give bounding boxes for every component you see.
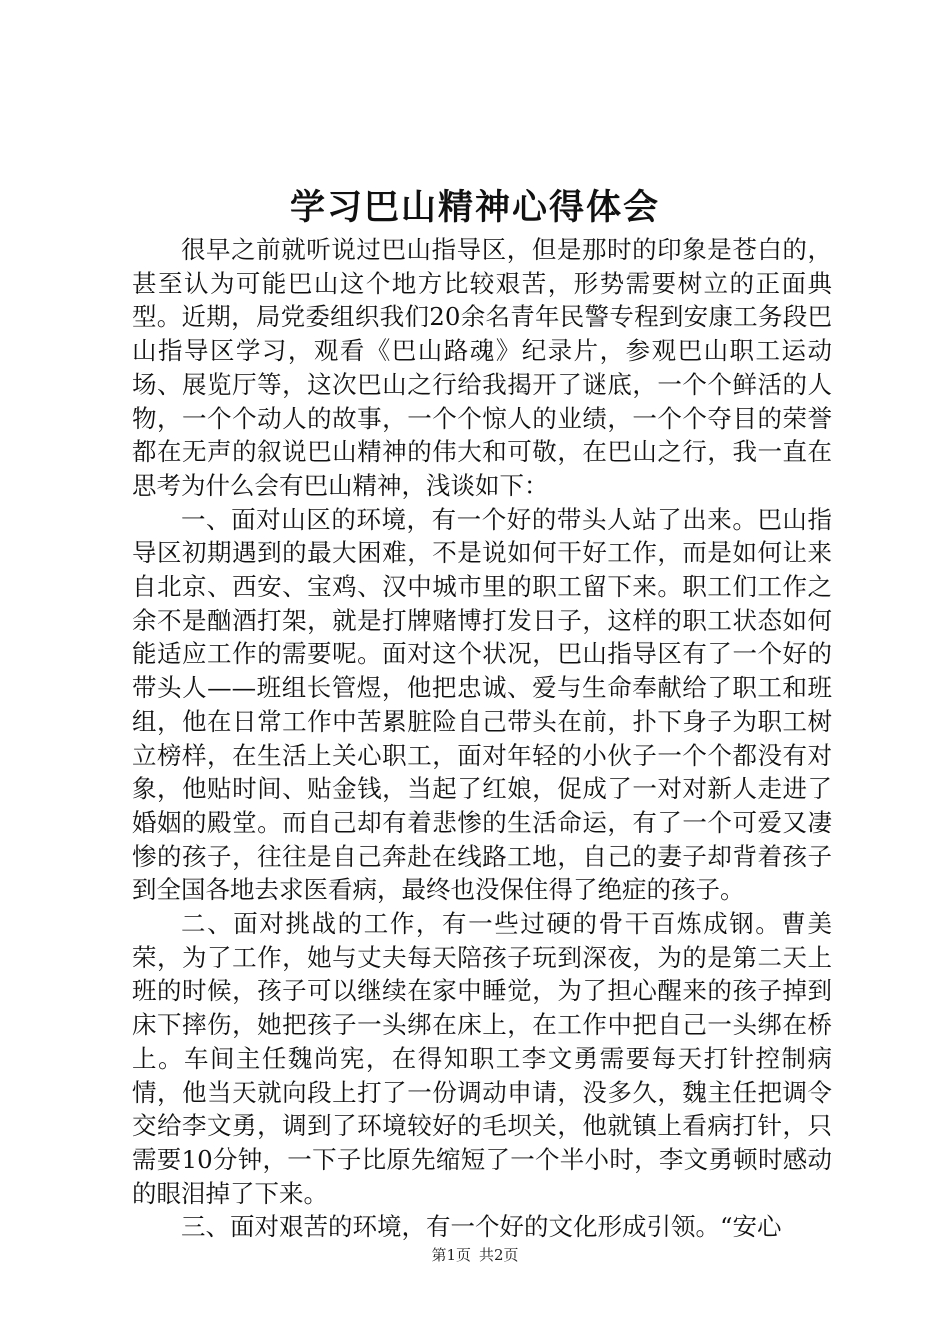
page-total: 共2页 — [479, 1246, 519, 1264]
page-number: 第1页 — [431, 1246, 471, 1264]
paragraph-intro: 很早之前就听说过巴山指导区，但是那时的印象是苍白的，甚至认为可能巴山这个地方比较艰苦，形势需要树立的正面典型。近期，局党委组织我们20余名青年民警专程到安康工务段巴山指导区学习，观看《巴山路魂》纪录片，参观巴山职工运动场、展览厅等，这次巴山之行给我揭开了谜底，一个个鲜活的人物，一个个动人的故事，一个个惊人的业绩，一个个夺目的荣誉都在无声的叙说巴山精神的伟大和可敬，在巴山之行，我一直在思考为什么会有巴山精神，浅谈如下： — [132, 235, 832, 500]
paragraph-point-one: 一、面对山区的环境，有一个好的带头人站了出来。巴山指导区初期遇到的最大困难，不是说如何干好工作，而是如何让来自北京、西安、宝鸡、汉中城市里的职工留下来。职工们工作之余不是酗酒打架，就是打牌赌博打发日子，这样的职工状态如何能适应工作的需要呢。面对这个状况，巴山指导区有了一个好的带头人——班组长管煜，他把忠诚、爱与生命奉献给了职工和班组，他在日常工作中苦累脏险自己带头在前，扑下身子为职工树立榜样，在生活上关心职工，面对年轻的小伙子一个个都没有对象，他贴时间、贴金钱，当起了红娘，促成了一对对新人走进了婚姻的殿堂。而自己却有着悲惨的生活命运，有了一个可爱又凄惨的孩子，往往是自己奔赴在线路工地，自己的妻子却背着孩子到全国各地去求医看病，最终也没保住得了绝症的孩子。 — [132, 504, 832, 905]
document-title: 学习巴山精神心得体会 — [289, 187, 660, 228]
page-footer — [0, 1243, 950, 1267]
paragraph-point-two: 二、面对挑战的工作，有一些过硬的骨干百炼成钢。曹美荣，为了工作，她与丈夫每天陪孩子玩到深夜，为的是第二天上班的时候，孩子可以继续在家中睡觉，为了担心醒来的孩子掉到床下摔伤，她把孩子一头绑在床上，在工作中把自己一头绑在桥上。车间主任魏尚宪，在得知职工李文勇需要每天打针控制病情，他当天就向段上打了一份调动申请，没多久，魏主任把调令交给李文勇，调到了环境较好的毛坝关，他就镇上看病打针，只需要10分钟，一下子比原先缩短了一个半小时，李文勇顿时感动的眼泪掉了下来。 — [132, 909, 832, 1208]
paragraph-point-three: 三、面对艰苦的环境，有一个好的文化形成引领。“安心 — [181, 1212, 782, 1242]
document-body — [132, 233, 832, 1244]
